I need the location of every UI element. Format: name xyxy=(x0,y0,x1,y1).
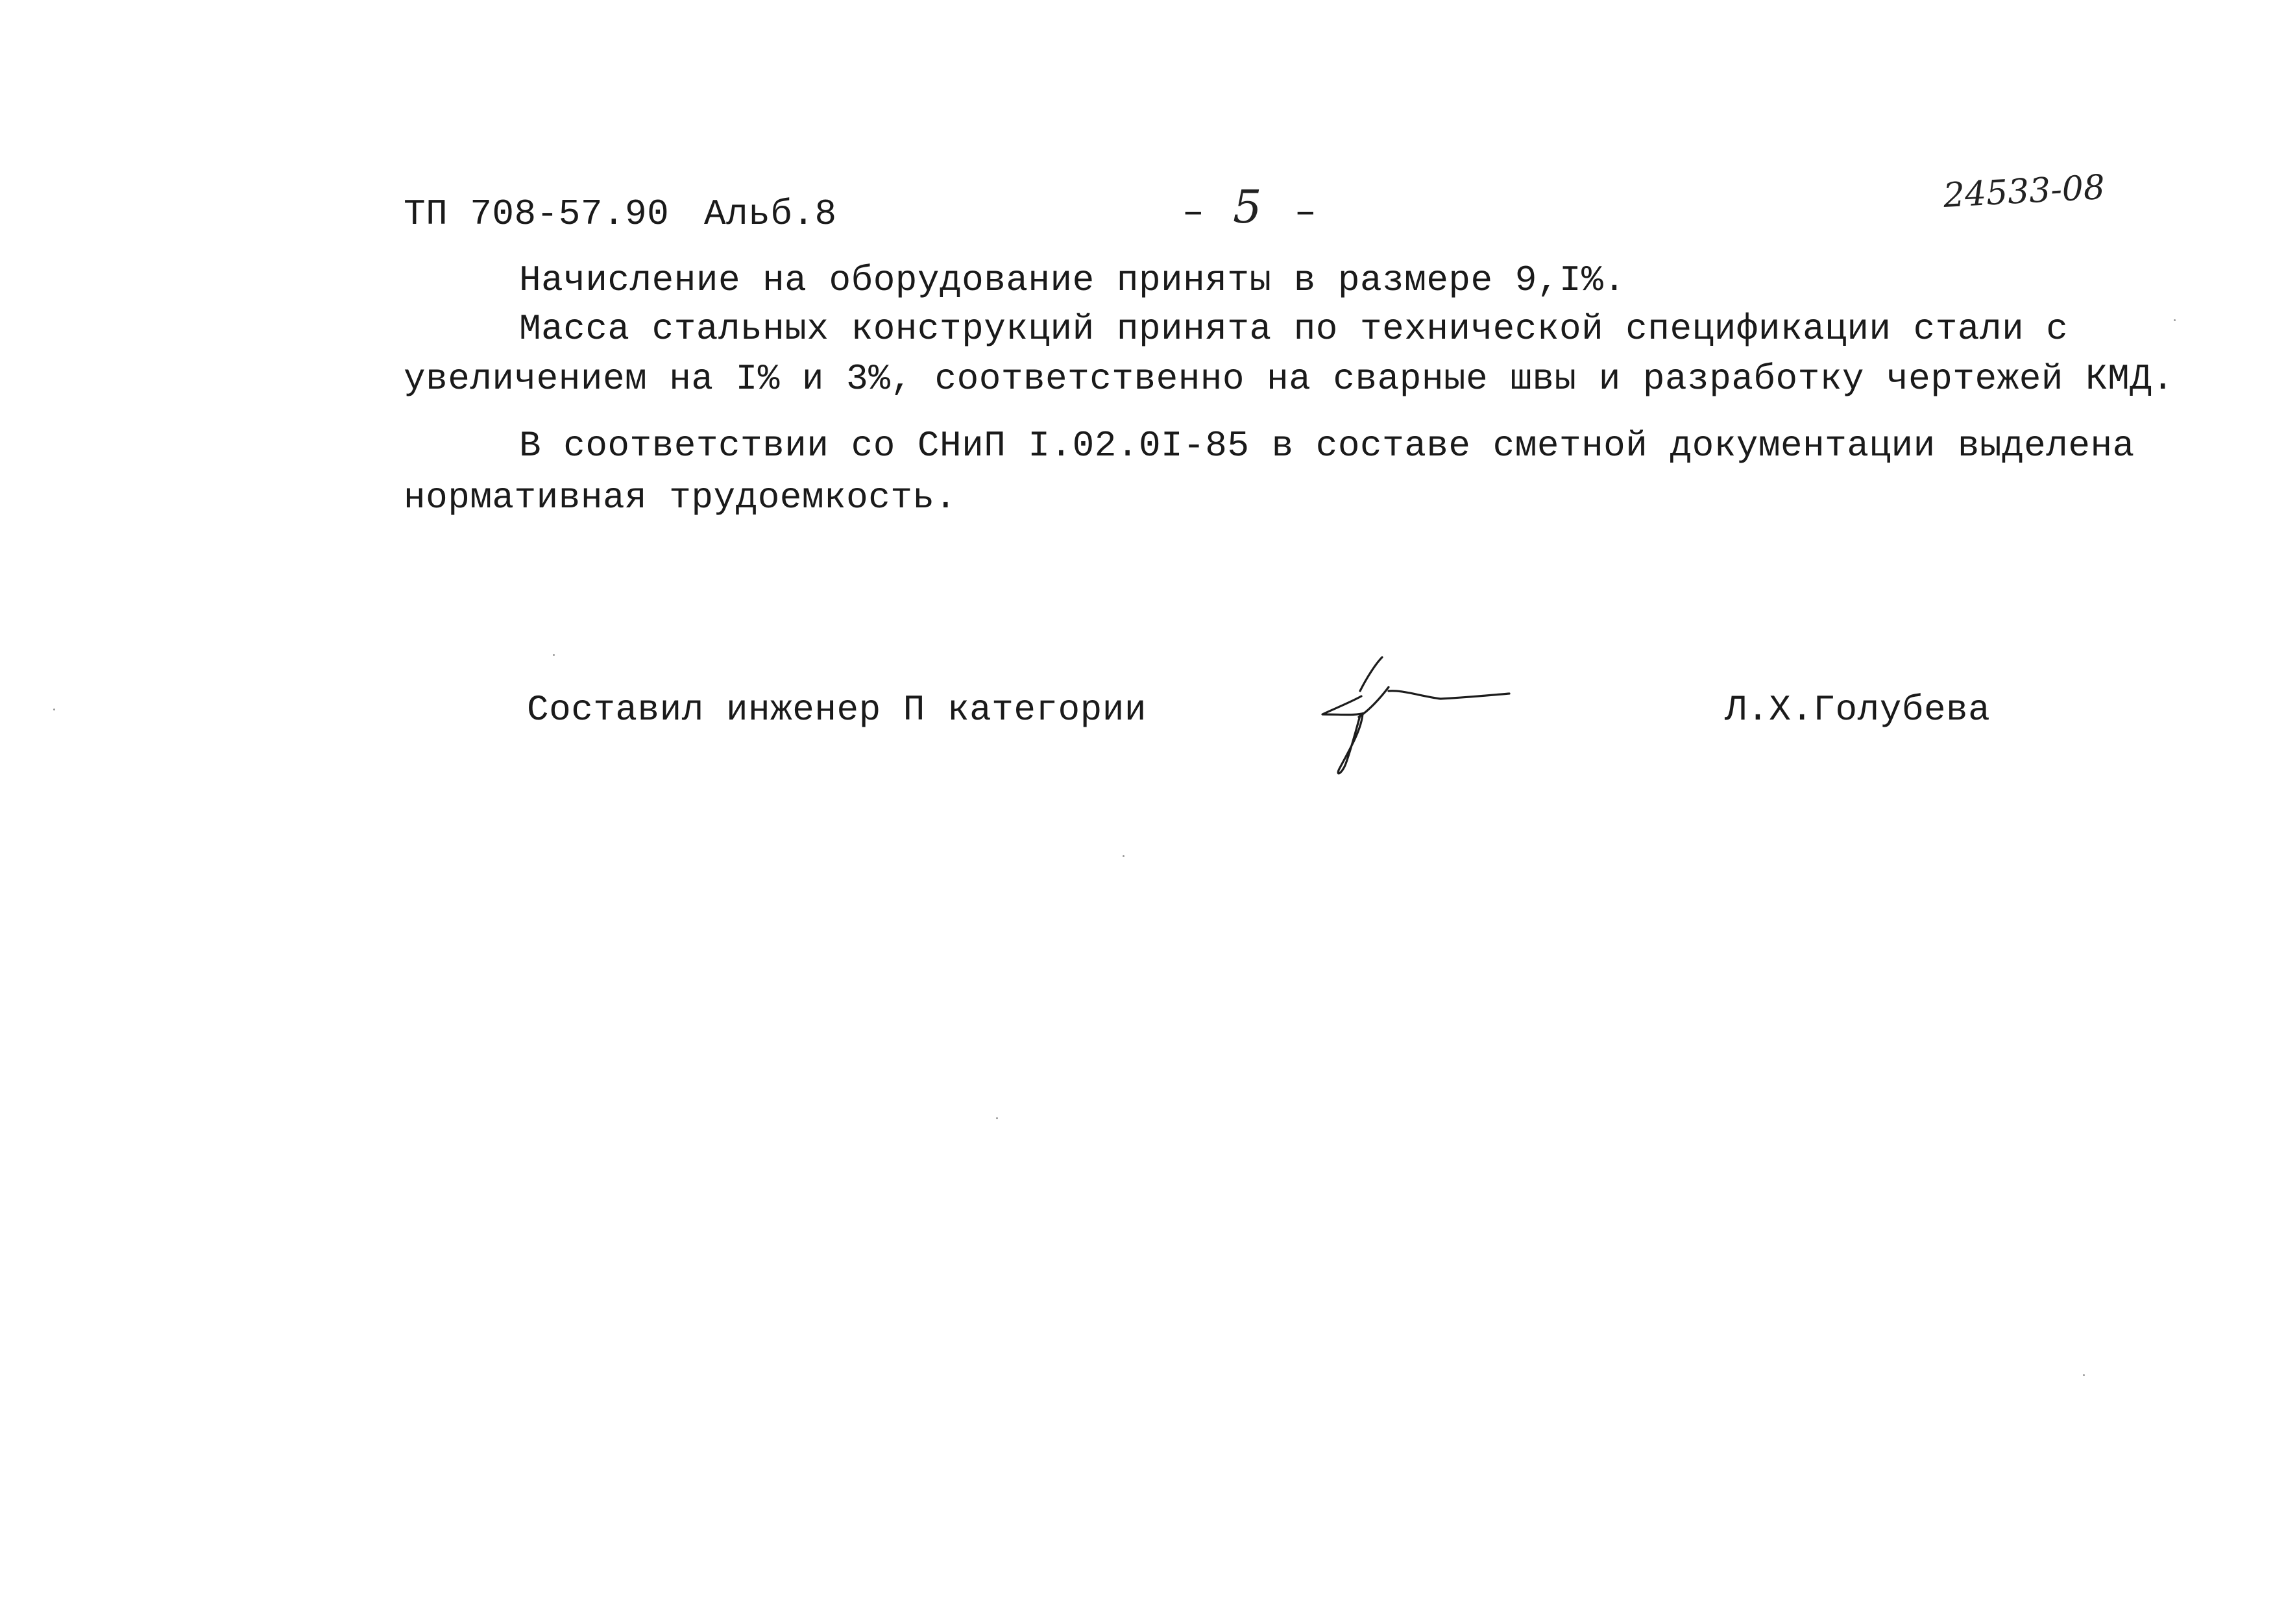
paragraph-1-line-1: Начисление на оборудование приняты в размере 9,I%. xyxy=(519,260,1626,301)
doc-code: ТП 708-57.90 xyxy=(404,193,670,235)
inventory-number: 24533-08 xyxy=(1942,168,2106,215)
scan-speck xyxy=(2174,319,2176,321)
scan-speck xyxy=(2083,1374,2085,1376)
scan-speck xyxy=(553,654,555,656)
compiled-by-label: Составил инженер П категории xyxy=(527,689,1147,731)
scan-speck xyxy=(53,709,55,710)
paragraph-3-line-2: нормативная трудоемкость. xyxy=(404,477,957,518)
paragraph-3-line-1: В соответствии со СНиП I.02.0I-85 в составе сметной документации выделена xyxy=(519,425,2135,467)
page-number-dash-left: – xyxy=(1182,192,1205,234)
album-number: Альб.8 xyxy=(704,193,837,235)
scan-speck xyxy=(996,1117,998,1119)
page-number: 5 xyxy=(1233,180,1262,234)
scan-speck xyxy=(1123,855,1125,857)
signer-name: Л.Х.Голубева xyxy=(1725,689,1991,731)
paragraph-2-line-1: Масса стальных конструкций принята по технической спецификации стали с xyxy=(519,308,2069,350)
page-number-dash-right: – xyxy=(1295,192,1317,234)
paragraph-2-line-2: увеличением на I% и 3%, соответственно на сварные швы и разработку чертежей КМД. xyxy=(404,358,2174,400)
signature-image xyxy=(1304,652,1518,782)
